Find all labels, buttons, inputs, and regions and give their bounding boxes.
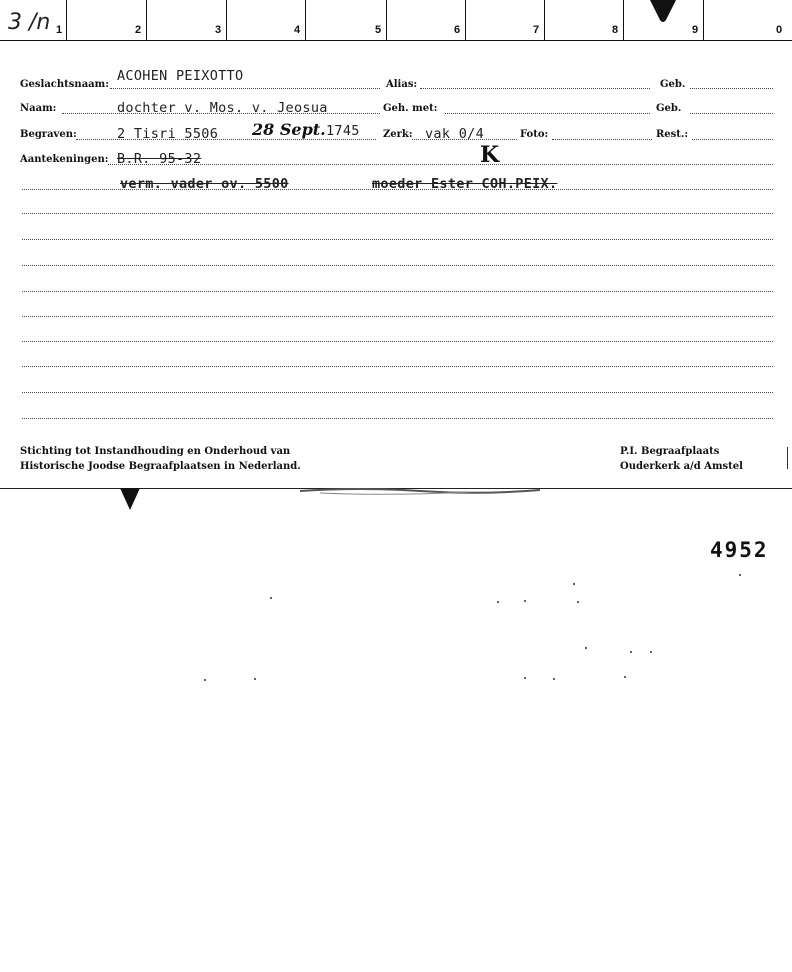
handwritten-mark: K bbox=[480, 142, 500, 168]
column-number: 5 bbox=[375, 24, 382, 36]
buried-date-handwritten: 28 Sept. bbox=[252, 120, 326, 139]
born-label-2: Geb. bbox=[656, 103, 682, 114]
foundation-line-2: Historische Joodse Begraafplaatsen in Nederland. bbox=[20, 461, 301, 472]
strip-divider bbox=[465, 0, 466, 40]
surname-label: Geslachtsnaam: bbox=[20, 79, 109, 90]
scan-speck bbox=[204, 679, 206, 681]
column-number: 1 bbox=[56, 24, 63, 36]
strip-divider bbox=[544, 0, 545, 40]
punch-notch bbox=[650, 0, 676, 22]
column-number: 6 bbox=[454, 24, 461, 36]
strip-divider bbox=[386, 0, 387, 40]
scan-speck bbox=[524, 677, 526, 679]
corner-mark: 3 /n bbox=[8, 10, 51, 35]
buried-year: 1745 bbox=[326, 123, 360, 139]
scan-smudge bbox=[300, 484, 560, 498]
photo-line bbox=[552, 139, 652, 140]
scan-speck bbox=[624, 676, 626, 678]
notes-mother: moeder Ester COH.PEIX. bbox=[372, 176, 558, 192]
strip-divider bbox=[703, 0, 704, 40]
rest-label: Rest.: bbox=[656, 129, 689, 140]
surname-value: ACOHEN PEIXOTTO bbox=[117, 68, 244, 84]
cemetery-line-1: P.I. Begraafplaats bbox=[620, 446, 720, 457]
ruled-line bbox=[22, 418, 773, 419]
scan-speck bbox=[577, 601, 579, 603]
strip-divider bbox=[305, 0, 306, 40]
born-line bbox=[690, 88, 773, 89]
married-label: Geh. met: bbox=[383, 103, 438, 114]
grave-label: Zerk: bbox=[383, 129, 413, 140]
born-line-2 bbox=[690, 113, 773, 114]
ruled-line bbox=[22, 213, 773, 214]
scan-speck bbox=[254, 678, 256, 680]
punch-arrow bbox=[120, 488, 140, 510]
scan-speck bbox=[739, 574, 741, 576]
column-strip bbox=[0, 0, 792, 42]
buried-label: Begraven: bbox=[20, 129, 77, 140]
strip-divider bbox=[146, 0, 147, 40]
name-label: Naam: bbox=[20, 103, 57, 114]
photo-label: Foto: bbox=[520, 129, 549, 140]
column-number: 3 bbox=[215, 24, 222, 36]
rest-line bbox=[692, 139, 773, 140]
scan-speck bbox=[585, 647, 587, 649]
scan-speck bbox=[497, 601, 499, 603]
scan-speck bbox=[573, 583, 575, 585]
scan-speck bbox=[524, 600, 526, 602]
column-number: 8 bbox=[612, 24, 619, 36]
scan-speck bbox=[630, 651, 632, 653]
scan-speck bbox=[650, 651, 652, 653]
column-number: 0 bbox=[776, 24, 783, 36]
ruled-line bbox=[22, 265, 773, 266]
cemetery-name bbox=[620, 444, 743, 474]
strip-divider bbox=[66, 0, 67, 40]
ruled-line bbox=[22, 392, 773, 393]
alias-label: Alias: bbox=[386, 79, 418, 90]
ruled-line bbox=[22, 239, 773, 240]
foundation-name bbox=[20, 444, 301, 474]
ruled-line bbox=[22, 291, 773, 292]
notes-label: Aantekeningen: bbox=[20, 154, 109, 165]
surname-line bbox=[110, 88, 380, 89]
strip-baseline bbox=[0, 40, 792, 41]
strip-divider bbox=[623, 0, 624, 40]
card-number: 4952 bbox=[710, 538, 769, 562]
notes-line bbox=[108, 164, 773, 165]
buried-value: 2 Tisri 5506 bbox=[117, 126, 219, 142]
alias-line bbox=[420, 88, 650, 89]
foundation-line-1: Stichting tot Instandhouding en Onderhoud van bbox=[20, 446, 291, 457]
column-number: 7 bbox=[533, 24, 540, 36]
ruled-line bbox=[22, 366, 773, 367]
scan-speck bbox=[553, 678, 555, 680]
born-label: Geb. bbox=[660, 79, 686, 90]
ruled-line bbox=[22, 316, 773, 317]
column-number: 4 bbox=[294, 24, 301, 36]
notes-value: B.R. 95-32 bbox=[117, 151, 202, 167]
column-number: 9 bbox=[692, 24, 699, 36]
column-number: 2 bbox=[135, 24, 142, 36]
scan-speck bbox=[270, 597, 272, 599]
strip-divider bbox=[226, 0, 227, 40]
cemetery-line-2: Ouderkerk a/d Amstel bbox=[620, 461, 743, 472]
ruled-line bbox=[22, 341, 773, 342]
grave-value: vak 0/4 bbox=[425, 126, 484, 142]
edge-tick bbox=[787, 447, 788, 469]
notes-father: verm. vader ov. 5500 bbox=[120, 176, 289, 192]
name-value: dochter v. Mos. v. Jeosua bbox=[117, 100, 328, 116]
married-line bbox=[445, 113, 650, 114]
